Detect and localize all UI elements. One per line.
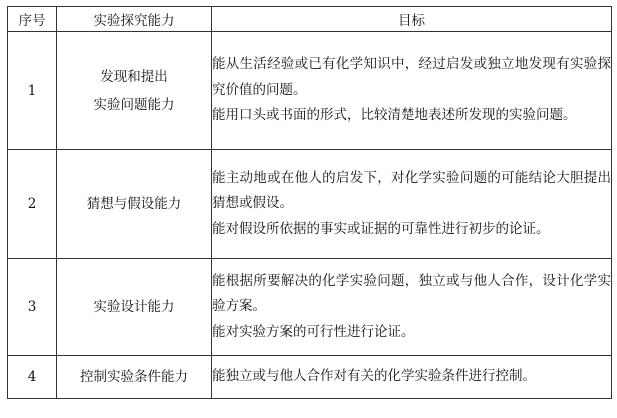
row-num: 4: [8, 356, 57, 399]
row-num: 3: [8, 259, 57, 356]
goal-text: 能对假设所依据的事实或证据的可靠性进行初步的论证。: [212, 220, 550, 237]
table-row: [8, 32, 612, 150]
table-header-row: [8, 7, 612, 32]
goal-text: 能从生活经验或已有化学知识中，经过启发或独立地发现有实验探究价值的问题。: [212, 56, 611, 98]
ability-cell: [57, 32, 212, 150]
ability-goals-table: [7, 6, 612, 399]
table-row: [8, 259, 612, 356]
table-row: [8, 356, 612, 399]
goal-text: 能根据所要解决的化学实验问题，独立或与他人合作，设计化学实验方案。: [212, 272, 611, 315]
header-goal: 目标: [212, 7, 612, 32]
goal-text: 能独立或与他人合作对有关的化学实验条件进行控制。: [212, 368, 536, 385]
goal-cell: [212, 150, 612, 259]
goal-cell: [212, 32, 612, 150]
goal-text: 能用口头或书面的形式，比较清楚地表述所发现的实验问题。: [212, 107, 577, 124]
row-num: 1: [8, 32, 57, 150]
ability-cell: [57, 356, 212, 399]
ability-cell: [57, 259, 212, 356]
ability-label: 猜想与假设能力: [86, 196, 182, 212]
goal-cell: [212, 356, 612, 399]
goal-text: 能对实验方案的可行性进行论证。: [212, 323, 415, 340]
row-num: 2: [8, 150, 57, 259]
header-ability: 实验探究能力: [57, 7, 212, 32]
ability-cell: [57, 150, 212, 259]
ability-label: 控制实验条件能力: [80, 369, 188, 385]
ability-label: 实验问题能力: [93, 96, 175, 113]
goal-text: 能主动地或在他人的启发下，对化学实验问题的可能结论大胆提出猜想或假设。: [212, 169, 611, 212]
ability-label: 发现和提出: [100, 68, 168, 85]
table-row: [8, 150, 612, 259]
goal-cell: [212, 259, 612, 356]
ability-label: 实验设计能力: [93, 299, 175, 315]
header-num: 序号: [8, 7, 57, 32]
